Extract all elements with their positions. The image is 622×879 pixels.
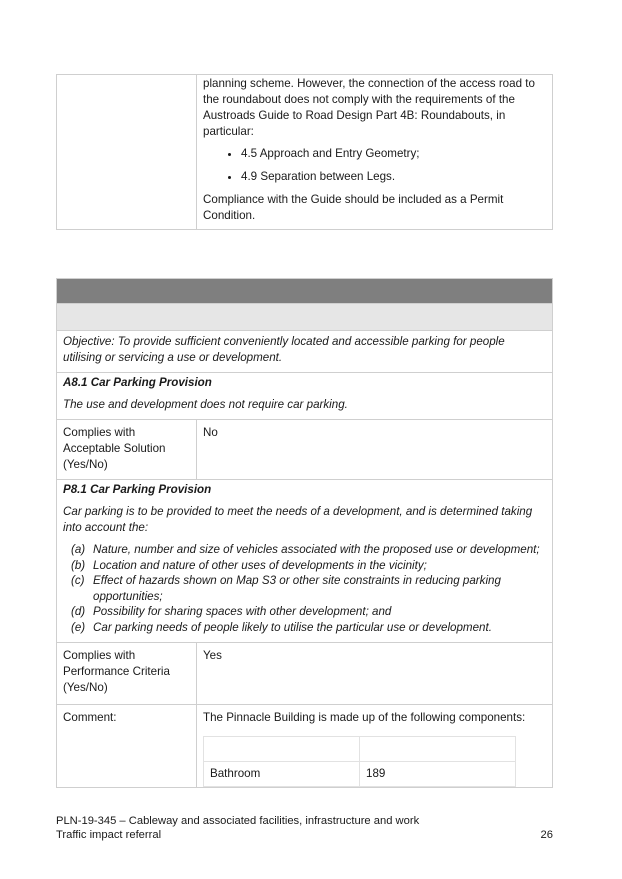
table-cell-empty xyxy=(57,75,197,229)
component-value: 189 xyxy=(359,762,515,786)
comment-text: The Pinnacle Building is made up of the following components: xyxy=(203,710,526,724)
p81-cell xyxy=(57,480,552,642)
table-row xyxy=(57,642,552,704)
page-footer xyxy=(56,814,553,843)
a81-heading: A8.1 Car Parking Provision xyxy=(63,376,212,389)
list-item: (a) Nature, number and size of vehicles associated with the proposed use or development; xyxy=(71,543,540,556)
table-row xyxy=(204,737,515,761)
objective-cell xyxy=(57,331,552,372)
guide-sections-list xyxy=(203,146,546,185)
list-item: • 4.5 Approach and Entry Geometry; xyxy=(241,146,546,162)
list-item: (c) Effect of hazards shown on Map S3 or other site constraints in reducing parking opportunities; xyxy=(71,574,501,603)
car-parking-table xyxy=(56,278,553,788)
table-cell-empty xyxy=(204,737,359,761)
table-row xyxy=(204,761,515,786)
footer-document-title: PLN-19-345 – Cableway and associated facilities, infrastructure and work xyxy=(56,815,420,827)
list-item: (d) Possibility for sharing spaces with other development; and xyxy=(71,605,392,619)
table-subheader-bar xyxy=(57,303,552,330)
table-row xyxy=(57,704,552,787)
access-road-paragraph: planning scheme. However, the connection of the access road to the roundabout does not comply with the requirements of the Austroads Guide to Road Design Part 4B: Roundabouts, in particular: xyxy=(203,77,535,138)
p81-heading: P8.1 Car Parking Provision xyxy=(63,483,212,496)
footer-subtitle: Traffic impact referral xyxy=(56,829,162,842)
page-number: 26 xyxy=(540,829,553,842)
objective-text: Objective: To provide sufficient conveniently located and accessible parking for people utilising or servicing a use or development. xyxy=(63,335,505,364)
list-item: • 4.9 Separation between Legs. xyxy=(241,169,546,185)
complies-performance-value: Yes xyxy=(203,648,222,662)
assessment-table-continued xyxy=(56,74,553,230)
list-item: (e) Car parking needs of people likely to utilise the particular use or development. xyxy=(71,620,492,634)
table-row xyxy=(57,372,552,419)
components-table xyxy=(203,736,516,787)
comment-label: Comment: xyxy=(57,705,197,787)
p81-criteria-list xyxy=(63,542,546,636)
component-name: Bathroom xyxy=(210,766,261,780)
a81-text: The use and development does not require car parking. xyxy=(63,398,348,411)
list-item: (b) Location and nature of other uses of developments in the vicinity; xyxy=(71,558,427,572)
table-row xyxy=(57,330,552,372)
complies-performance-label: Complies with Performance Criteria (Yes/No) xyxy=(57,643,197,704)
table-cell-content xyxy=(197,75,552,229)
complies-acceptable-label: Complies with Acceptable Solution (Yes/No) xyxy=(57,420,197,479)
table-row xyxy=(57,75,552,229)
table-header-bar xyxy=(57,279,552,303)
table-row xyxy=(57,419,552,479)
comment-cell xyxy=(197,705,552,787)
permit-condition-paragraph: Compliance with the Guide should be included as a Permit Condition. xyxy=(203,193,504,222)
table-cell-empty xyxy=(359,737,515,761)
table-row xyxy=(57,479,552,642)
complies-acceptable-value: No xyxy=(203,426,218,439)
p81-intro: Car parking is to be provided to meet the needs of a development, and is determined taking into account the: xyxy=(63,505,533,534)
a81-cell xyxy=(57,373,552,419)
